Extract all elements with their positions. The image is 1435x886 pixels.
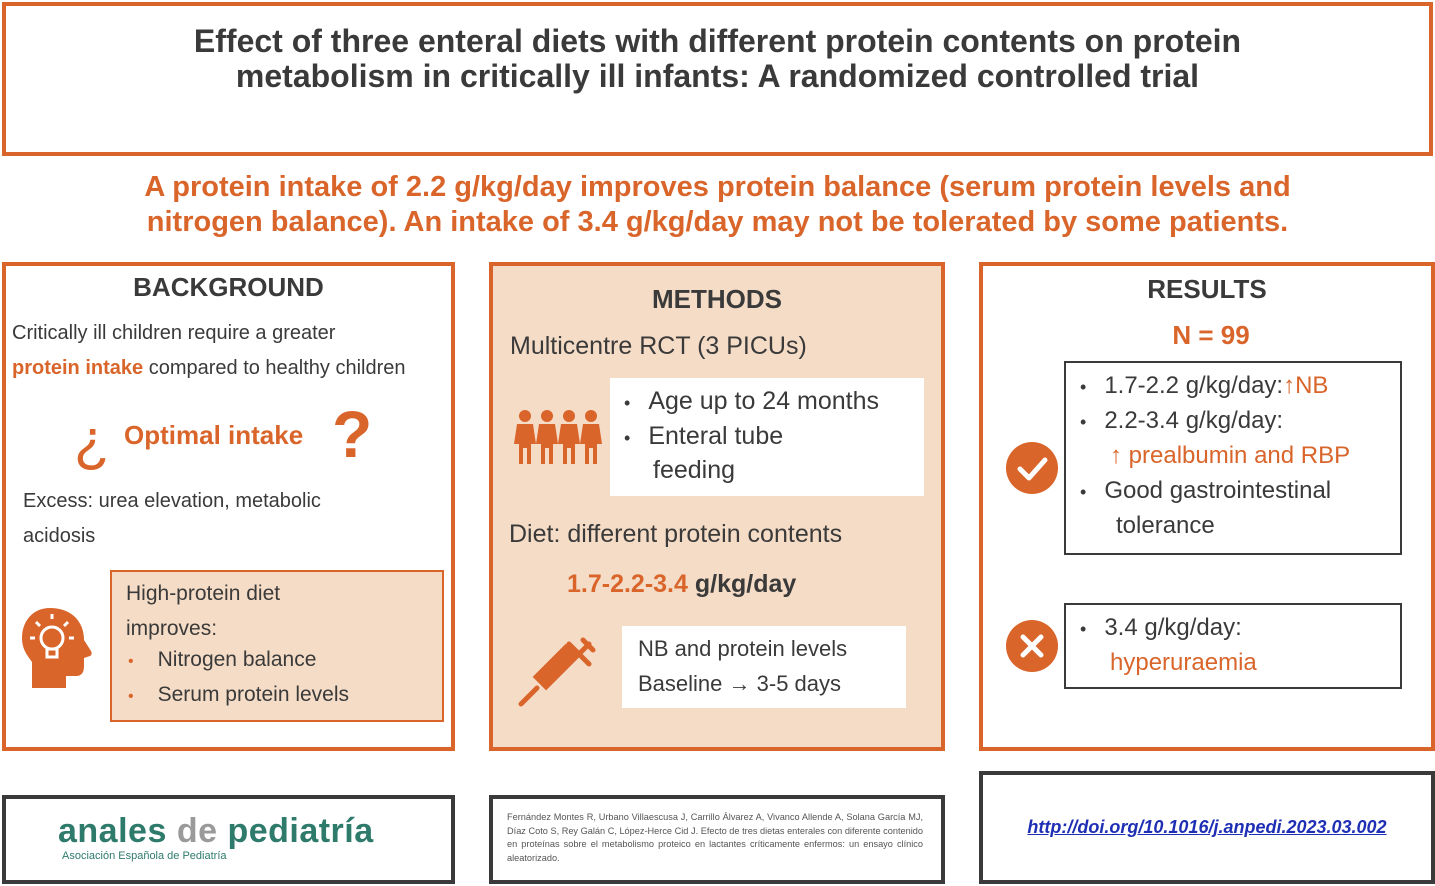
question-close-icon: ? — [332, 397, 373, 471]
negative-result-1: • 3.4 g/kg/day: — [1080, 614, 1242, 641]
negative-results-box — [1064, 603, 1402, 689]
check-circle-icon — [1005, 441, 1059, 495]
cross-circle-icon — [1005, 619, 1059, 673]
page-title: Effect of three enteral diets with different protein contents on protein metabolism in critically ill infants: A randomized controlled trial — [193, 23, 1242, 94]
background-line-2-rest: compared to healthy children — [143, 357, 406, 379]
title-box — [2, 2, 1433, 156]
arrow-right-icon: → — [728, 671, 751, 696]
positive-result-2: • 2.2-3.4 g/kg/day: — [1080, 407, 1284, 434]
positive-result-3-text: Good gastrointestinal — [1104, 477, 1332, 504]
outcome-box — [622, 626, 906, 708]
sample-size: N = 99 — [1172, 320, 1250, 350]
criteria-item-2-cont: feeding — [653, 456, 736, 484]
high-protein-bullet-1: • Nitrogen balance — [128, 648, 317, 671]
journal-logo — [58, 811, 374, 851]
criteria-item-2: • Enteral tube — [624, 422, 784, 450]
high-protein-line-2: improves: — [126, 617, 218, 640]
methods-panel — [489, 262, 945, 751]
key-message-line-1: A protein intake of 2.2 g/kg/day improves protein balance (serum protein levels and — [144, 171, 1291, 203]
criteria-box — [610, 378, 924, 496]
doi-box — [979, 771, 1435, 884]
background-line-1: Critically ill children require a greater — [12, 322, 336, 344]
negative-result-1-text: 3.4 g/kg/day: — [1104, 614, 1242, 641]
excess-line-2: acidosis — [23, 525, 96, 547]
positive-results-box — [1064, 361, 1402, 555]
citation-box — [489, 795, 945, 884]
negative-result-1-highlight: hyperuraemia — [1110, 649, 1257, 676]
criteria-item-2-text: Enteral tube — [648, 422, 784, 450]
citation-text: Fernández Montes R, Urbano Villaescusa J, Carrillo Álvarez A, Vivanco Allende A, Solana García MJ, Díaz Coto S, Rey Galán C, López-Herce Cid J. Efecto de tres dietas enterales con diferente contenido en proteínas sobre el metabolismo proteico en lactantes críticamente enfermos: un ensayo clínico aleatorizado. — [507, 812, 923, 863]
positive-result-2-highlight: ↑ prealbumin and RBP — [1110, 442, 1351, 469]
outcome-line-1: NB and protein levels — [638, 636, 848, 661]
positive-result-1-highlight: ↑NB — [1283, 372, 1329, 399]
logo-word-de: de — [176, 812, 228, 850]
high-protein-bullet-1-text: Nitrogen balance — [157, 648, 317, 671]
positive-result-1: • 1.7-2.2 g/kg/day:↑NB — [1080, 372, 1329, 399]
children-group-icon — [513, 408, 603, 468]
optimal-intake-label: Optimal intake — [124, 420, 304, 450]
positive-result-3: • Good gastrointestinal — [1080, 477, 1332, 504]
question-open-icon: ¿ — [74, 408, 110, 473]
outcome-line-2 — [638, 666, 841, 701]
results-heading: RESULTS — [1147, 274, 1267, 304]
protein-doses-unit: g/kg/day — [687, 570, 797, 598]
protein-doses — [567, 567, 796, 602]
protein-intake-highlight: protein intake — [12, 357, 144, 379]
key-message — [0, 170, 1435, 240]
journal-logo-subtitle: Asociación Española de Pediatría — [62, 850, 227, 862]
logo-word-anales: anales — [58, 812, 177, 850]
high-protein-bullet-2-text: Serum protein levels — [157, 683, 350, 706]
protein-doses-values: 1.7-2.2-3.4 — [567, 570, 688, 598]
criteria-item-1-text: Age up to 24 months — [648, 387, 880, 415]
high-protein-line-1: High-protein diet — [126, 582, 281, 605]
syringe-icon — [517, 636, 597, 708]
diet-description: Diet: different protein contents — [509, 520, 843, 548]
criteria-item-1: • Age up to 24 months — [624, 387, 880, 415]
journal-logo-box — [2, 795, 455, 884]
excess-line-1: Excess: urea elevation, metabolic — [23, 490, 321, 512]
background-panel — [2, 262, 455, 751]
results-panel — [979, 262, 1435, 751]
background-line-2 — [12, 351, 406, 386]
outcome-days: 3-5 days — [756, 671, 842, 696]
lightbulb-head-icon — [20, 606, 94, 690]
outcome-baseline: Baseline — [638, 671, 723, 696]
positive-result-1-text: 1.7-2.2 g/kg/day: — [1104, 372, 1284, 399]
background-heading: BACKGROUND — [133, 272, 324, 302]
methods-heading: METHODS — [652, 284, 782, 314]
doi-link[interactable]: http://doi.org/10.1016/j.anpedi.2023.03.002 — [1027, 817, 1387, 837]
logo-word-pediatria: pediatría — [227, 812, 374, 850]
high-protein-box — [110, 570, 444, 722]
study-design: Multicentre RCT (3 PICUs) — [510, 332, 807, 360]
positive-result-3-cont: tolerance — [1116, 512, 1215, 539]
positive-result-2-text: 2.2-3.4 g/kg/day: — [1104, 407, 1284, 434]
key-message-line-2: nitrogen balance). An intake of 3.4 g/kg/day may not be tolerated by some patients. — [146, 206, 1289, 238]
high-protein-bullet-2: • Serum protein levels — [128, 683, 350, 706]
